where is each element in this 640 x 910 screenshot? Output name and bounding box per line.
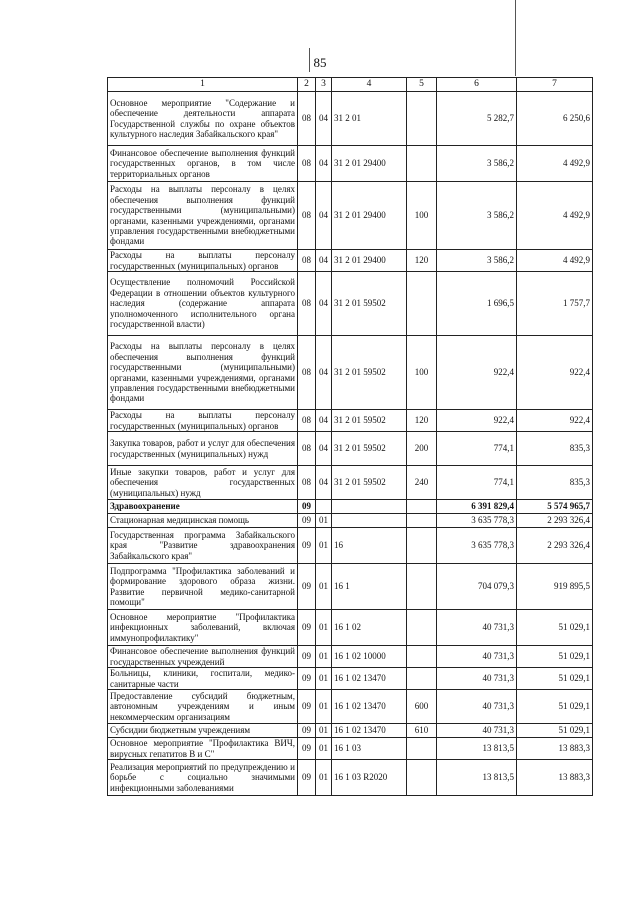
table-row: [108, 668, 593, 690]
subsection-code-cell: 01: [316, 724, 332, 738]
amount-2020-cell: 51 029,1: [517, 646, 593, 668]
table-row: [108, 146, 593, 182]
target-article-cell: 16 1 02 13470: [332, 690, 407, 724]
table-row: [108, 738, 593, 760]
target-article-cell: 31 2 01 29400: [332, 250, 407, 272]
table-row: [108, 528, 593, 564]
table-row: [108, 514, 593, 528]
target-article-cell: 31 2 01: [332, 92, 407, 146]
section-code-cell: 09: [298, 514, 316, 528]
subsection-code-cell: 01: [316, 646, 332, 668]
amount-2019-cell: 3 586,2: [437, 250, 517, 272]
amount-2019-cell: 13 813,5: [437, 760, 517, 796]
row-name-cell: Иные закупки товаров, работ и услуг для обеспечения государственных (муниципальных) нужд: [108, 466, 298, 500]
amount-2020-cell: 51 029,1: [517, 668, 593, 690]
amount-2020-cell: 922,4: [517, 336, 593, 410]
section-code-cell: 08: [298, 466, 316, 500]
section-code-cell: 09: [298, 668, 316, 690]
expense-type-cell: [407, 564, 437, 610]
target-article-cell: 31 2 01 29400: [332, 146, 407, 182]
section-code-cell: 08: [298, 410, 316, 432]
target-article-cell: 31 2 01 59502: [332, 466, 407, 500]
amount-2019-cell: 774,1: [437, 466, 517, 500]
row-name-cell: Основное мероприятие "Профилактика ВИЧ, вирусных гепатитов В и С": [108, 738, 298, 760]
table-row: [108, 724, 593, 738]
subsection-code-cell: 04: [316, 410, 332, 432]
amount-2019-cell: 6 391 829,4: [437, 500, 517, 514]
subsection-code-cell: 01: [316, 528, 332, 564]
row-name-cell: Основное мероприятие "Профилактика инфекционных заболеваний, включая иммунопрофилактику": [108, 610, 298, 646]
subsection-code-cell: 04: [316, 336, 332, 410]
section-code-cell: 09: [298, 760, 316, 796]
header-col-7: 7: [517, 78, 593, 92]
expense-type-cell: 600: [407, 690, 437, 724]
row-name-cell: Субсидии бюджетным учреждениям: [108, 724, 298, 738]
target-article-cell: 31 2 01 29400: [332, 182, 407, 250]
table-row: [108, 250, 593, 272]
amount-2019-cell: 922,4: [437, 336, 517, 410]
amount-2019-cell: 1 696,5: [437, 272, 517, 336]
amount-2019-cell: 40 731,3: [437, 646, 517, 668]
amount-2020-cell: 6 250,6: [517, 92, 593, 146]
expense-type-cell: [407, 738, 437, 760]
amount-2019-cell: 40 731,3: [437, 724, 517, 738]
table-row: [108, 690, 593, 724]
amount-2020-cell: 4 492,9: [517, 146, 593, 182]
table-row: [108, 92, 593, 146]
amount-2020-cell: 4 492,9: [517, 250, 593, 272]
amount-2019-cell: 922,4: [437, 410, 517, 432]
section-code-cell: 09: [298, 738, 316, 760]
header-col-6: 6: [437, 78, 517, 92]
target-article-cell: 31 2 01 59502: [332, 432, 407, 466]
target-article-cell: 31 2 01 59502: [332, 336, 407, 410]
row-name-cell: Финансовое обеспечение выполнения функций государственных учреждений: [108, 646, 298, 668]
expense-type-cell: 240: [407, 466, 437, 500]
table-row: [108, 564, 593, 610]
row-name-cell: Расходы на выплаты персоналу государственных (муниципальных) органов: [108, 250, 298, 272]
amount-2019-cell: 40 731,3: [437, 690, 517, 724]
amount-2019-cell: 704 079,3: [437, 564, 517, 610]
subsection-code-cell: [316, 500, 332, 514]
subsection-code-cell: 04: [316, 432, 332, 466]
amount-2020-cell: 4 492,9: [517, 182, 593, 250]
row-name-cell: Здравоохранение: [108, 500, 298, 514]
table-row: [108, 500, 593, 514]
target-article-cell: 16 1 02 13470: [332, 668, 407, 690]
amount-2020-cell: 922,4: [517, 410, 593, 432]
amount-2020-cell: 835,3: [517, 432, 593, 466]
section-code-cell: 08: [298, 182, 316, 250]
table-row: [108, 760, 593, 796]
table-row: [108, 646, 593, 668]
header-col-2: 2: [298, 78, 316, 92]
amount-2019-cell: 3 586,2: [437, 146, 517, 182]
subsection-code-cell: 04: [316, 250, 332, 272]
row-name-cell: Осуществление полномочий Российской Федерации в отношении объектов культурного наследия (содержание аппарата уполномоченного исполнительного органа государственной власти): [108, 272, 298, 336]
subsection-code-cell: 01: [316, 514, 332, 528]
scan-line-left: [309, 48, 310, 72]
subsection-code-cell: 01: [316, 690, 332, 724]
row-name-cell: Реализация мероприятий по предупреждению и борьбе с социально значимыми инфекционными заболеваниями: [108, 760, 298, 796]
amount-2020-cell: 51 029,1: [517, 690, 593, 724]
amount-2019-cell: 3 635 778,3: [437, 514, 517, 528]
row-name-cell: Расходы на выплаты персоналу в целях обеспечения выполнения функций государственными (муниципальными) органами, казенными учреждениями, органами управления государственными внебюджетными фондами: [108, 182, 298, 250]
section-code-cell: 08: [298, 250, 316, 272]
target-article-cell: 16 1 02: [332, 610, 407, 646]
row-name-cell: Основное мероприятие "Содержание и обеспечение деятельности аппарата Государственной службы по охране объектов культурного наследия Забайкальского края": [108, 92, 298, 146]
amount-2020-cell: 2 293 326,4: [517, 514, 593, 528]
subsection-code-cell: 01: [316, 760, 332, 796]
expense-type-cell: 120: [407, 250, 437, 272]
target-article-cell: 31 2 01 59502: [332, 410, 407, 432]
section-code-cell: 09: [298, 690, 316, 724]
row-name-cell: Больницы, клиники, госпитали, медико-санитарные части: [108, 668, 298, 690]
section-code-cell: 09: [298, 528, 316, 564]
row-name-cell: Финансовое обеспечение выполнения функций государственных органов, в том числе территориальных органов: [108, 146, 298, 182]
table-row: [108, 432, 593, 466]
section-code-cell: 09: [298, 646, 316, 668]
row-name-cell: Предоставление субсидий бюджетным, автономным учреждениям и иным некоммерческим организациям: [108, 690, 298, 724]
amount-2019-cell: 5 282,7: [437, 92, 517, 146]
table-header-row: [108, 78, 593, 92]
section-code-cell: 09: [298, 610, 316, 646]
expense-type-cell: [407, 610, 437, 646]
header-col-5: 5: [407, 78, 437, 92]
table-row: [108, 466, 593, 500]
amount-2020-cell: 5 574 965,7: [517, 500, 593, 514]
expense-type-cell: [407, 92, 437, 146]
header-col-1: 1: [108, 78, 298, 92]
row-name-cell: Расходы на выплаты персоналу государственных (муниципальных) органов: [108, 410, 298, 432]
table-row: [108, 336, 593, 410]
subsection-code-cell: 04: [316, 466, 332, 500]
amount-2019-cell: 774,1: [437, 432, 517, 466]
target-article-cell: 16 1 03: [332, 738, 407, 760]
section-code-cell: 09: [298, 724, 316, 738]
target-article-cell: 16: [332, 528, 407, 564]
subsection-code-cell: 01: [316, 610, 332, 646]
amount-2019-cell: 3 586,2: [437, 182, 517, 250]
amount-2019-cell: 13 813,5: [437, 738, 517, 760]
subsection-code-cell: 04: [316, 182, 332, 250]
row-name-cell: Закупка товаров, работ и услуг для обеспечения государственных (муниципальных) нужд: [108, 432, 298, 466]
subsection-code-cell: 04: [316, 92, 332, 146]
expense-type-cell: 100: [407, 336, 437, 410]
section-code-cell: 08: [298, 146, 316, 182]
subsection-code-cell: 01: [316, 668, 332, 690]
amount-2020-cell: 919 895,5: [517, 564, 593, 610]
subsection-code-cell: 04: [316, 146, 332, 182]
subsection-code-cell: 01: [316, 564, 332, 610]
amount-2020-cell: 1 757,7: [517, 272, 593, 336]
section-code-cell: 09: [298, 500, 316, 514]
subsection-code-cell: 04: [316, 272, 332, 336]
target-article-cell: 16 1 02 10000: [332, 646, 407, 668]
header-col-4: 4: [332, 78, 407, 92]
expense-type-cell: [407, 146, 437, 182]
expense-type-cell: [407, 272, 437, 336]
target-article-cell: [332, 514, 407, 528]
amount-2020-cell: 51 029,1: [517, 610, 593, 646]
expense-type-cell: [407, 646, 437, 668]
expense-type-cell: 120: [407, 410, 437, 432]
row-name-cell: Стационарная медицинская помощь: [108, 514, 298, 528]
amount-2020-cell: 13 883,3: [517, 760, 593, 796]
expense-type-cell: [407, 528, 437, 564]
expense-type-cell: [407, 500, 437, 514]
amount-2019-cell: 40 731,3: [437, 610, 517, 646]
section-code-cell: 08: [298, 432, 316, 466]
section-code-cell: 08: [298, 272, 316, 336]
expense-type-cell: 200: [407, 432, 437, 466]
amount-2019-cell: 40 731,3: [437, 668, 517, 690]
page-number: 85: [313, 55, 327, 70]
target-article-cell: 31 2 01 59502: [332, 272, 407, 336]
expense-type-cell: 610: [407, 724, 437, 738]
table-row: [108, 272, 593, 336]
subsection-code-cell: 01: [316, 738, 332, 760]
table-row: [108, 610, 593, 646]
table-row: [108, 182, 593, 250]
amount-2020-cell: 2 293 326,4: [517, 528, 593, 564]
amount-2020-cell: 13 883,3: [517, 738, 593, 760]
section-code-cell: 08: [298, 336, 316, 410]
table-row: [108, 410, 593, 432]
target-article-cell: [332, 500, 407, 514]
amount-2020-cell: 51 029,1: [517, 724, 593, 738]
row-name-cell: Государственная программа Забайкальского края "Развитие здравоохранения Забайкальского края": [108, 528, 298, 564]
section-code-cell: 09: [298, 564, 316, 610]
expense-type-cell: [407, 514, 437, 528]
amount-2019-cell: 3 635 778,3: [437, 528, 517, 564]
expense-type-cell: 100: [407, 182, 437, 250]
amount-2020-cell: 835,3: [517, 466, 593, 500]
expense-type-cell: [407, 760, 437, 796]
expense-type-cell: [407, 668, 437, 690]
row-name-cell: Расходы на выплаты персоналу в целях обеспечения выполнения функций государственными (муниципальными) органами, казенными учреждениями, органами управления государственными внебюджетными фондами: [108, 336, 298, 410]
row-name-cell: Подпрограмма "Профилактика заболеваний и формирование здорового образа жизни. Развитие первичной медико-санитарной помощи": [108, 564, 298, 610]
target-article-cell: 16 1 03 R2020: [332, 760, 407, 796]
target-article-cell: 16 1: [332, 564, 407, 610]
budget-table: [107, 77, 593, 796]
target-article-cell: 16 1 02 13470: [332, 724, 407, 738]
header-col-3: 3: [316, 78, 332, 92]
scan-line-right: [515, 0, 516, 76]
section-code-cell: 08: [298, 92, 316, 146]
